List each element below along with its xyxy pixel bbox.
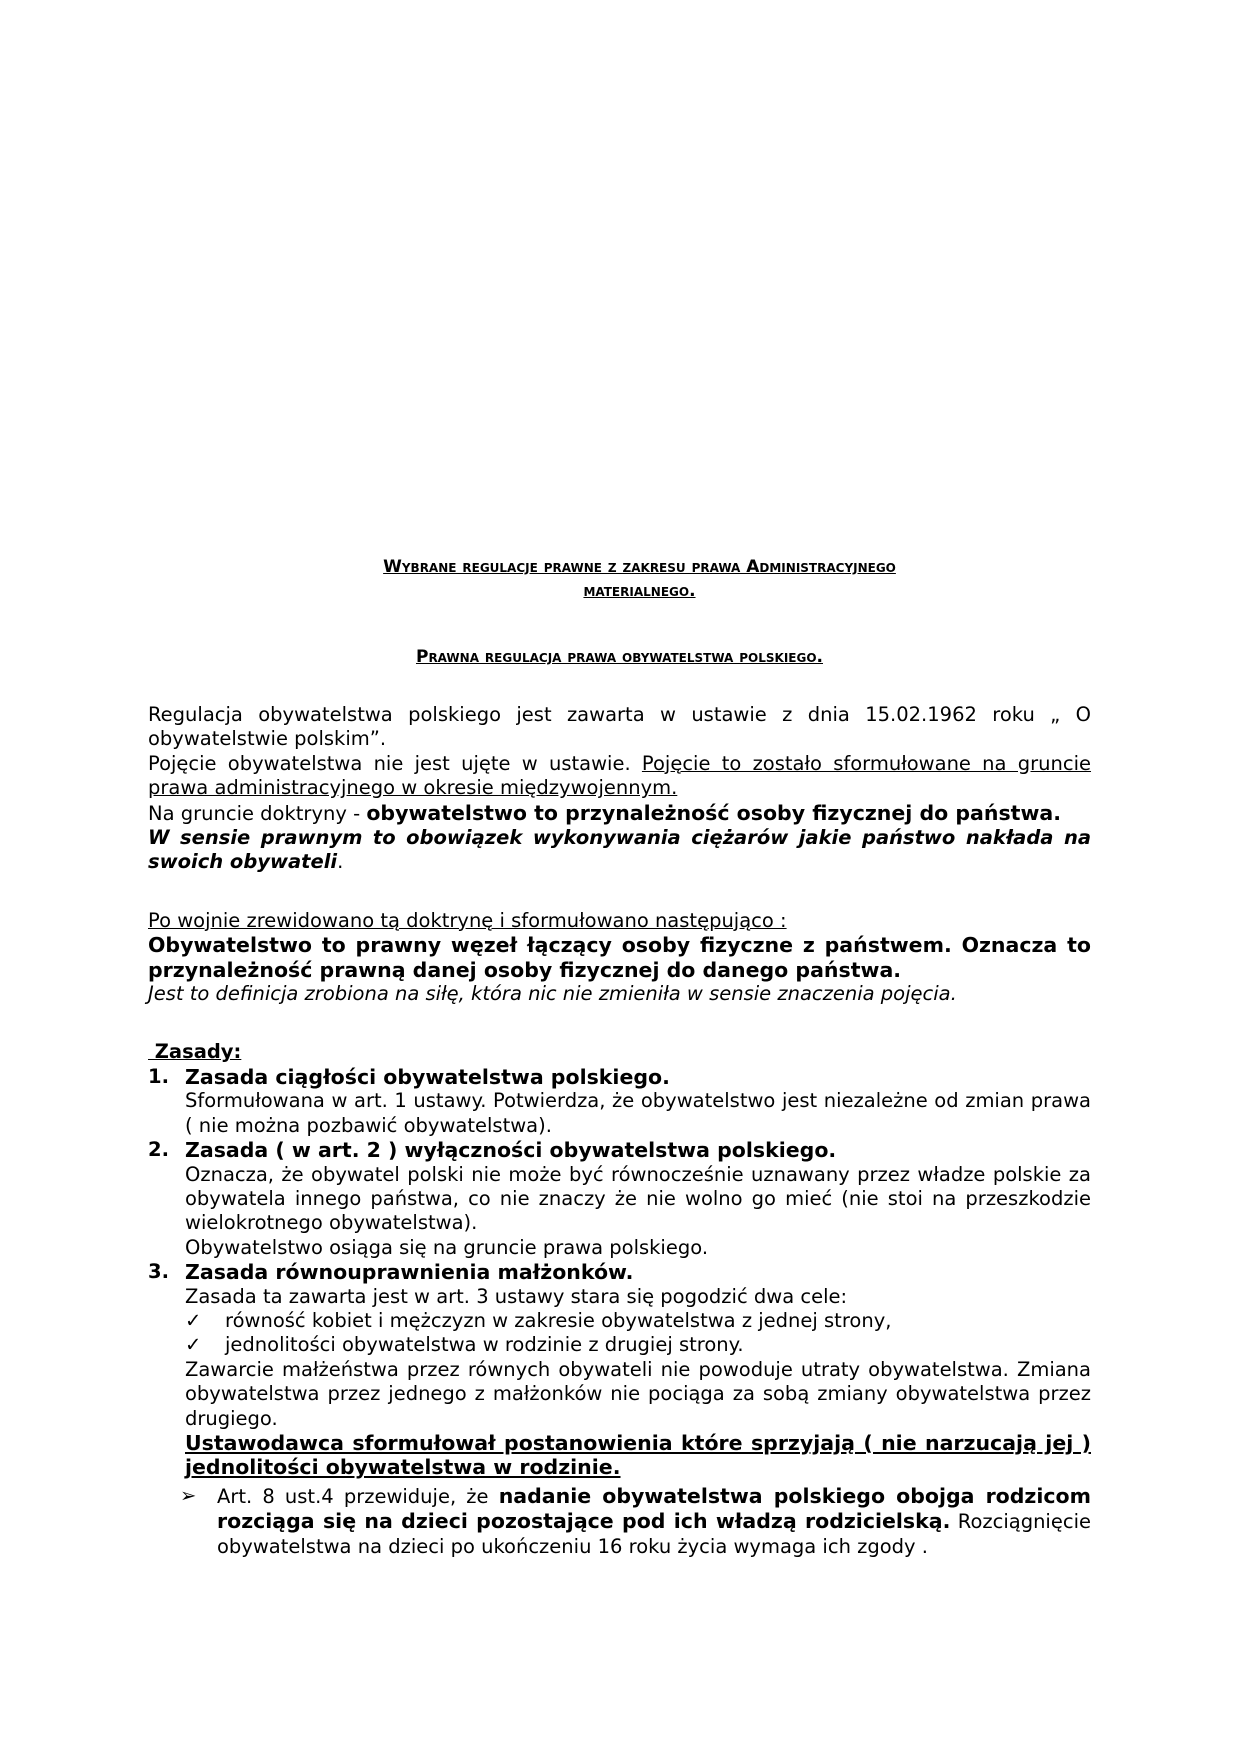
check-icon: ✓ [185,1333,202,1357]
postwar-section [148,909,1091,1007]
zasada-number: 1. [148,1064,169,1088]
arrow-text-plain: Art. 8 ust.4 przewiduje, że [217,1484,499,1508]
check-text: równość kobiet i mężczyzn w zakresie obywatelstwa z jednej strony, [225,1308,892,1332]
zasada-item-2 [148,1138,1091,1260]
intro-p4-bold-italic: W sensie prawnym to obowiązek wykonywania ciężarów jakie państwo nakłada na swoich obywateli [148,826,1091,874]
check-item [148,1333,1091,1357]
intro-p2-underlined: Pojęcie to zostało sformułowane na gruncie prawa administracyjnego w okresie międzywojennym. [148,751,1092,800]
document-page [148,555,1091,1559]
zasada-title: Zasada ( w art. 2 ) wyłączności obywatelstwa polskiego. [185,1138,837,1163]
title-line-1: Wybrane regulacje prawne z zakresu prawa Administracyjnego [383,557,896,577]
zasada-number: 3. [148,1260,169,1284]
zasada-text: Zasada ta zawarta jest w art. 3 ustawy stara się pogodzić dwa cele: [185,1284,848,1308]
intro-section [148,703,1091,875]
intro-p3-text: Na gruncie doktryny - [148,801,367,825]
document-title [148,555,1091,603]
arrow-item [148,1484,1091,1559]
intro-paragraph-3 [148,801,1091,826]
zasady-list [148,1065,1091,1559]
check-item [148,1309,1091,1333]
title-line-2: materialnego. [583,581,696,601]
zasada-text-2: Obywatelstwo osiąga się na gruncie prawa polskiego. [185,1235,709,1259]
zasada-text: Sformułowana w art. 1 ustawy. Potwierdza, że obywatelstwo jest niezależne od zmian prawa ( nie można pozbawić obywatelstwa). [185,1089,1091,1137]
postwar-definition: Obywatelstwo to prawny węzeł łączący osoby fizyczne z państwem. Oznacza to przynależność prawną danej osoby fizycznej do danego państwa. [148,933,1091,982]
intro-p3-bold: obywatelstwo to przynależność osoby fizycznej do państwa. [366,800,1062,825]
zasada-item-1 [148,1065,1091,1138]
postwar-heading: Po wojnie zrewidowano tą doktrynę i sformułowano następująco : [148,908,787,932]
section-title: Prawna regulacja prawa obywatelstwa polskiego. [415,647,823,667]
arrow-text-bold: nadanie obywatelstwa polskiego obojga rodzicom rozciąga się na dzieci pozostające pod ich władzą rodzicielską. [217,1483,1091,1534]
postwar-note: Jest to definicja zrobiona na siłę, która nic nie zmieniła w sensie znaczenia pojęcia. [148,982,957,1006]
intro-paragraph-4 [148,826,1091,875]
zasady-heading: Zasady: [148,1040,242,1064]
zasada-number: 2. [148,1138,169,1162]
zasada-title: Zasada ciągłości obywatelstwa polskiego. [185,1064,670,1089]
intro-paragraph-2 [148,752,1091,801]
intro-p2-text: Pojęcie obywatelstwa nie jest ujęte w ustawie. [148,751,642,775]
zasada-bold-underlined: Ustawodawca sformułował postanowienia które sprzyjają ( nie narzucają jej ) jednolitości obywatelstwa w rodzinie. [185,1430,1091,1480]
check-text: jednolitości obywatelstwa w rodzinie z drugiej strony. [225,1333,744,1357]
intro-paragraph-1: Regulacja obywatelstwa polskiego jest zawarta w ustawie z dnia 15.02.1962 roku „ O obywatelstwie polskim”. [148,703,1091,751]
check-icon: ✓ [185,1308,202,1332]
intro-p4-end: . [337,850,344,874]
zasada-text-2: Zawarcie małżeństwa przez równych obywateli nie powoduje utraty obywatelstwa. Zmiana obywatelstwa przez jednego z małżonków nie pociąga za sobą zmiany obywatelstwa przez drugiego. [185,1357,1091,1430]
arrow-text-rest: Rozciągnięcie obywatelstwa na dzieci po ukończeniu 16 roku życia wymaga ich zgody . [217,1510,1091,1558]
arrow-icon: ➢ [180,1483,197,1507]
zasada-3-continued [148,1358,1091,1480]
zasada-title: Zasada równouprawnienia małżonków. [185,1260,634,1285]
zasada-text: Oznacza, że obywatel polski nie może być równocześnie uznawany przez władze polskie za obywatela innego państwa, co nie znaczy że nie wolno go mieć (nie stoi na przeszkodzie wielokrotnego obywatelstwa). [185,1162,1091,1235]
zasada-item-3 [148,1260,1091,1309]
